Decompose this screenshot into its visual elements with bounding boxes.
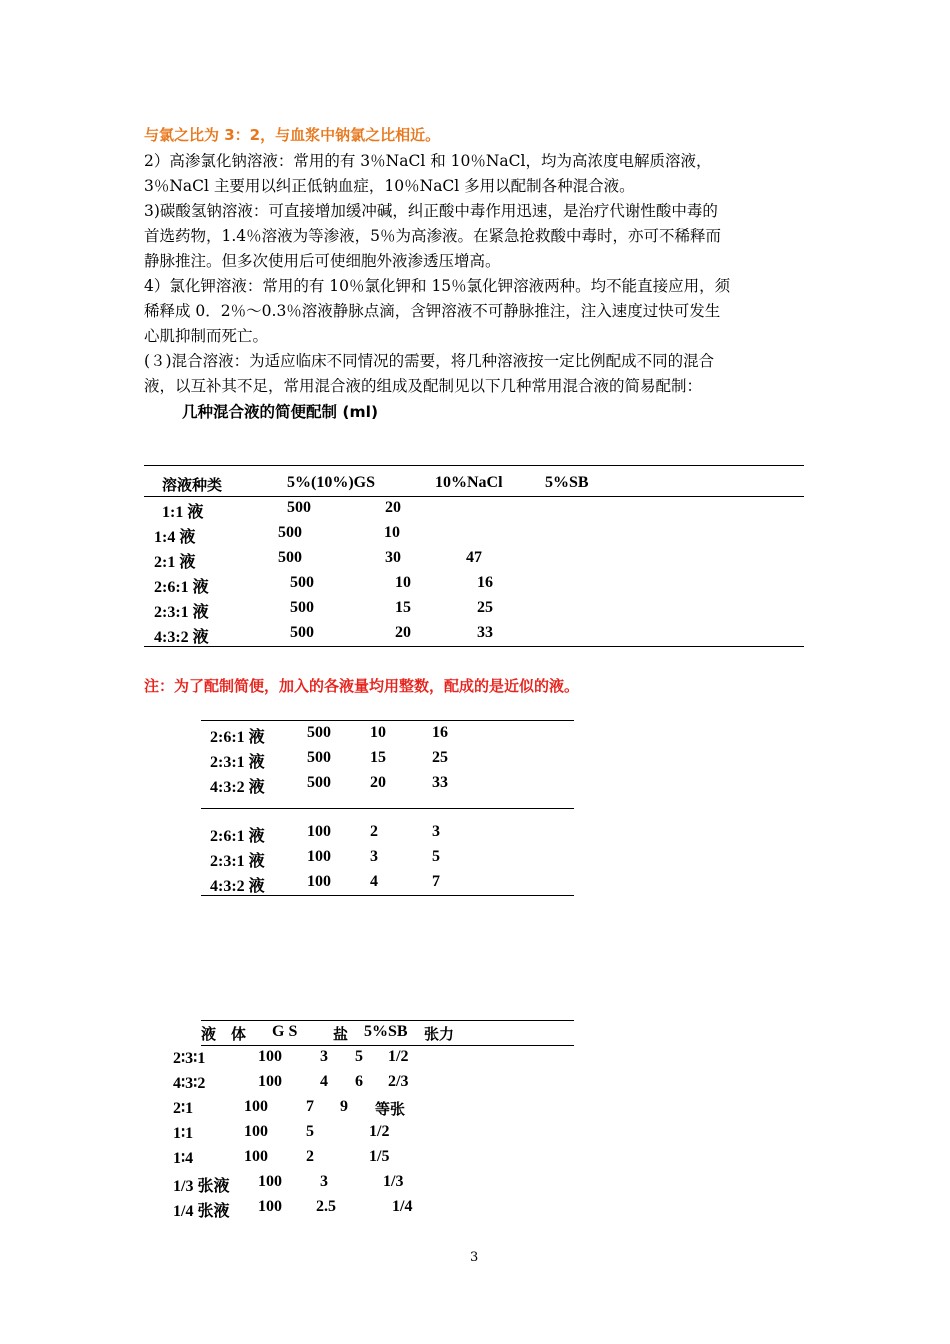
table1-header-gs: 5%(10%)GS [287, 474, 375, 491]
table1-cell: 500 [278, 549, 302, 566]
table2-cell: 20 [370, 774, 386, 791]
table2-cell: 500 [307, 724, 331, 741]
table3-cell: 100 [244, 1098, 268, 1115]
table2-cell: 4:3:2 液 [210, 878, 265, 895]
table2-cell: 500 [307, 774, 331, 791]
table3-header-liquid: 液 体 [201, 1025, 247, 1043]
table3-cell: 1/3 [383, 1173, 404, 1190]
table1-caption: 几种混合液的简便配制 (ml) [182, 403, 379, 421]
table3-cell: 9 [340, 1098, 348, 1115]
paragraph-potassium-line3: 心肌抑制而死亡。 [144, 327, 269, 345]
table2-cell: 4 [370, 873, 378, 890]
table2-cell: 100 [307, 823, 331, 840]
table1-cell: 15 [395, 599, 411, 616]
table3-cell: 2∶3∶1 [173, 1050, 206, 1067]
table3-cell: 100 [244, 1123, 268, 1140]
table2-cell: 2:3:1 液 [210, 754, 265, 771]
table3-cell: 100 [258, 1198, 282, 1215]
note-text: 注：为了配制简便，加入的各液量均用整数，配成的是近似的液。 [144, 677, 580, 695]
table3-cell: 4∶3∶2 [173, 1075, 206, 1092]
table2-cell: 7 [432, 873, 440, 890]
table2-cell: 16 [432, 724, 448, 741]
table1-cell: 10 [395, 574, 411, 591]
table2-cell: 100 [307, 873, 331, 890]
paragraph-bicarbonate-line2: 首选药物，1.4％溶液为等渗液，5％为高渗液。在紧急抢救酸中毒时，亦可不稀释而 [144, 227, 722, 245]
table1-header-rule [144, 496, 804, 497]
paragraph-mixed-line1: (３)混合溶液：为适应临床不同情况的需要，将几种溶液按一定比例配成不同的混合 [144, 352, 715, 370]
table2-cell: 2:6:1 液 [210, 828, 265, 845]
table1-cell: 4:3:2 液 [154, 629, 209, 646]
table1-cell: 16 [477, 574, 493, 591]
table2-cell: 25 [432, 749, 448, 766]
table3-header-sb: 5%SB [364, 1023, 408, 1040]
paragraph-hypertonic-line1: 2）高渗氯化钠溶液：常用的有 3％NaCl 和 10％NaCl，均为高浓度电解质溶液， [144, 152, 712, 170]
table3-cell: 1∶4 [173, 1150, 194, 1167]
table3-cell: 100 [244, 1148, 268, 1165]
table1-cell: 2:3:1 液 [154, 604, 209, 621]
table1-cell: 33 [477, 624, 493, 641]
table1-header-nacl: 10%NaCl [435, 474, 503, 491]
table2-cell: 5 [432, 848, 440, 865]
table1-cell: 500 [290, 574, 314, 591]
paragraph-potassium-line2: 稀释成 0．2％～0.3％溶液静脉点滴，含钾溶液不可静脉推注，注入速度过快可发生 [144, 302, 721, 320]
table1-cell: 500 [290, 599, 314, 616]
table2-middle-rule [201, 808, 574, 809]
table2-cell: 100 [307, 848, 331, 865]
table3-cell: 等张 [375, 1100, 406, 1118]
table1-cell: 2:6:1 液 [154, 579, 209, 596]
table3-cell: 7 [306, 1098, 314, 1115]
table3-cell: 1/4 张液 [173, 1203, 230, 1220]
table3-cell: 2 [306, 1148, 314, 1165]
table1-cell: 2:1 液 [154, 554, 196, 571]
table3-cell: 6 [355, 1073, 363, 1090]
table1-cell: 1:4 液 [154, 529, 196, 546]
table2-cell: 15 [370, 749, 386, 766]
table3-cell: 5 [306, 1123, 314, 1140]
table1-cell: 1:1 液 [162, 504, 204, 521]
table2-cell: 2:3:1 液 [210, 853, 265, 870]
table3-cell: 1/4 [392, 1198, 413, 1215]
table1-cell: 30 [385, 549, 401, 566]
table1-header-type: 溶液种类 [162, 476, 223, 494]
table3-cell: 5 [355, 1048, 363, 1065]
table3-cell: 1/3 张液 [173, 1178, 230, 1195]
table3-cell: 1/5 [369, 1148, 390, 1165]
paragraph-bicarbonate-line1: 3)碳酸氢钠溶液：可直接增加缓冲碱，纠正酸中毒作用迅速，是治疗代谢性酸中毒的 [144, 202, 718, 220]
table3-header-rule [201, 1045, 574, 1046]
table1-cell: 47 [466, 549, 482, 566]
intro-highlight: 与氯之比为 3：2，与血浆中钠氯之比相近。 [144, 126, 441, 144]
table1-cell: 500 [278, 524, 302, 541]
paragraph-bicarbonate-line3: 静脉推注。但多次使用后可使细胞外液渗透压增高。 [144, 252, 501, 270]
table2-cell: 33 [432, 774, 448, 791]
table2-cell: 10 [370, 724, 386, 741]
paragraph-potassium-line1: 4）氯化钾溶液：常用的有 10％氯化钾和 15％氯化钾溶液两种。均不能直接应用，须 [144, 277, 731, 295]
table2-cell: 3 [432, 823, 440, 840]
table1-cell: 500 [287, 499, 311, 516]
table2-top-rule [201, 720, 574, 721]
table2-cell: 500 [307, 749, 331, 766]
table3-cell: 3 [320, 1048, 328, 1065]
table1-bottom-rule [144, 646, 804, 647]
table3-header-gs: G S [272, 1023, 298, 1040]
table2-cell: 2:6:1 液 [210, 729, 265, 746]
table3-header-tonicity: 张力 [424, 1025, 455, 1043]
table1-cell: 20 [385, 499, 401, 516]
paragraph-mixed-line2: 液，以互补其不足，常用混合液的组成及配制见以下几种常用混合液的简易配制： [144, 377, 703, 395]
table2-cell: 2 [370, 823, 378, 840]
table1-cell: 10 [384, 524, 400, 541]
table3-cell: 3 [320, 1173, 328, 1190]
page-number: 3 [470, 1250, 479, 1265]
table1-cell: 20 [395, 624, 411, 641]
table2-bottom-rule [201, 895, 574, 896]
table3-cell: 2.5 [316, 1198, 336, 1215]
table3-cell: 2/3 [388, 1073, 409, 1090]
table3-cell: 1/2 [369, 1123, 390, 1140]
table3-cell: 100 [258, 1048, 282, 1065]
table2-cell: 4:3:2 液 [210, 779, 265, 796]
table3-top-rule [201, 1020, 574, 1021]
table3-cell: 1∶1 [173, 1125, 194, 1142]
table3-cell: 100 [258, 1173, 282, 1190]
paragraph-hypertonic-line2: 3％NaCl 主要用以纠正低钠血症，10％NaCl 多用以配制各种混合液。 [144, 177, 635, 195]
table3-cell: 2∶1 [173, 1100, 194, 1117]
table1-header-sb: 5%SB [545, 474, 589, 491]
table3-cell: 4 [320, 1073, 328, 1090]
table2-cell: 3 [370, 848, 378, 865]
table1-top-rule [144, 465, 804, 466]
table1-cell: 500 [290, 624, 314, 641]
table3-header-salt: 盐 [333, 1025, 349, 1043]
table3-cell: 100 [258, 1073, 282, 1090]
table3-cell: 1/2 [388, 1048, 409, 1065]
table1-cell: 25 [477, 599, 493, 616]
